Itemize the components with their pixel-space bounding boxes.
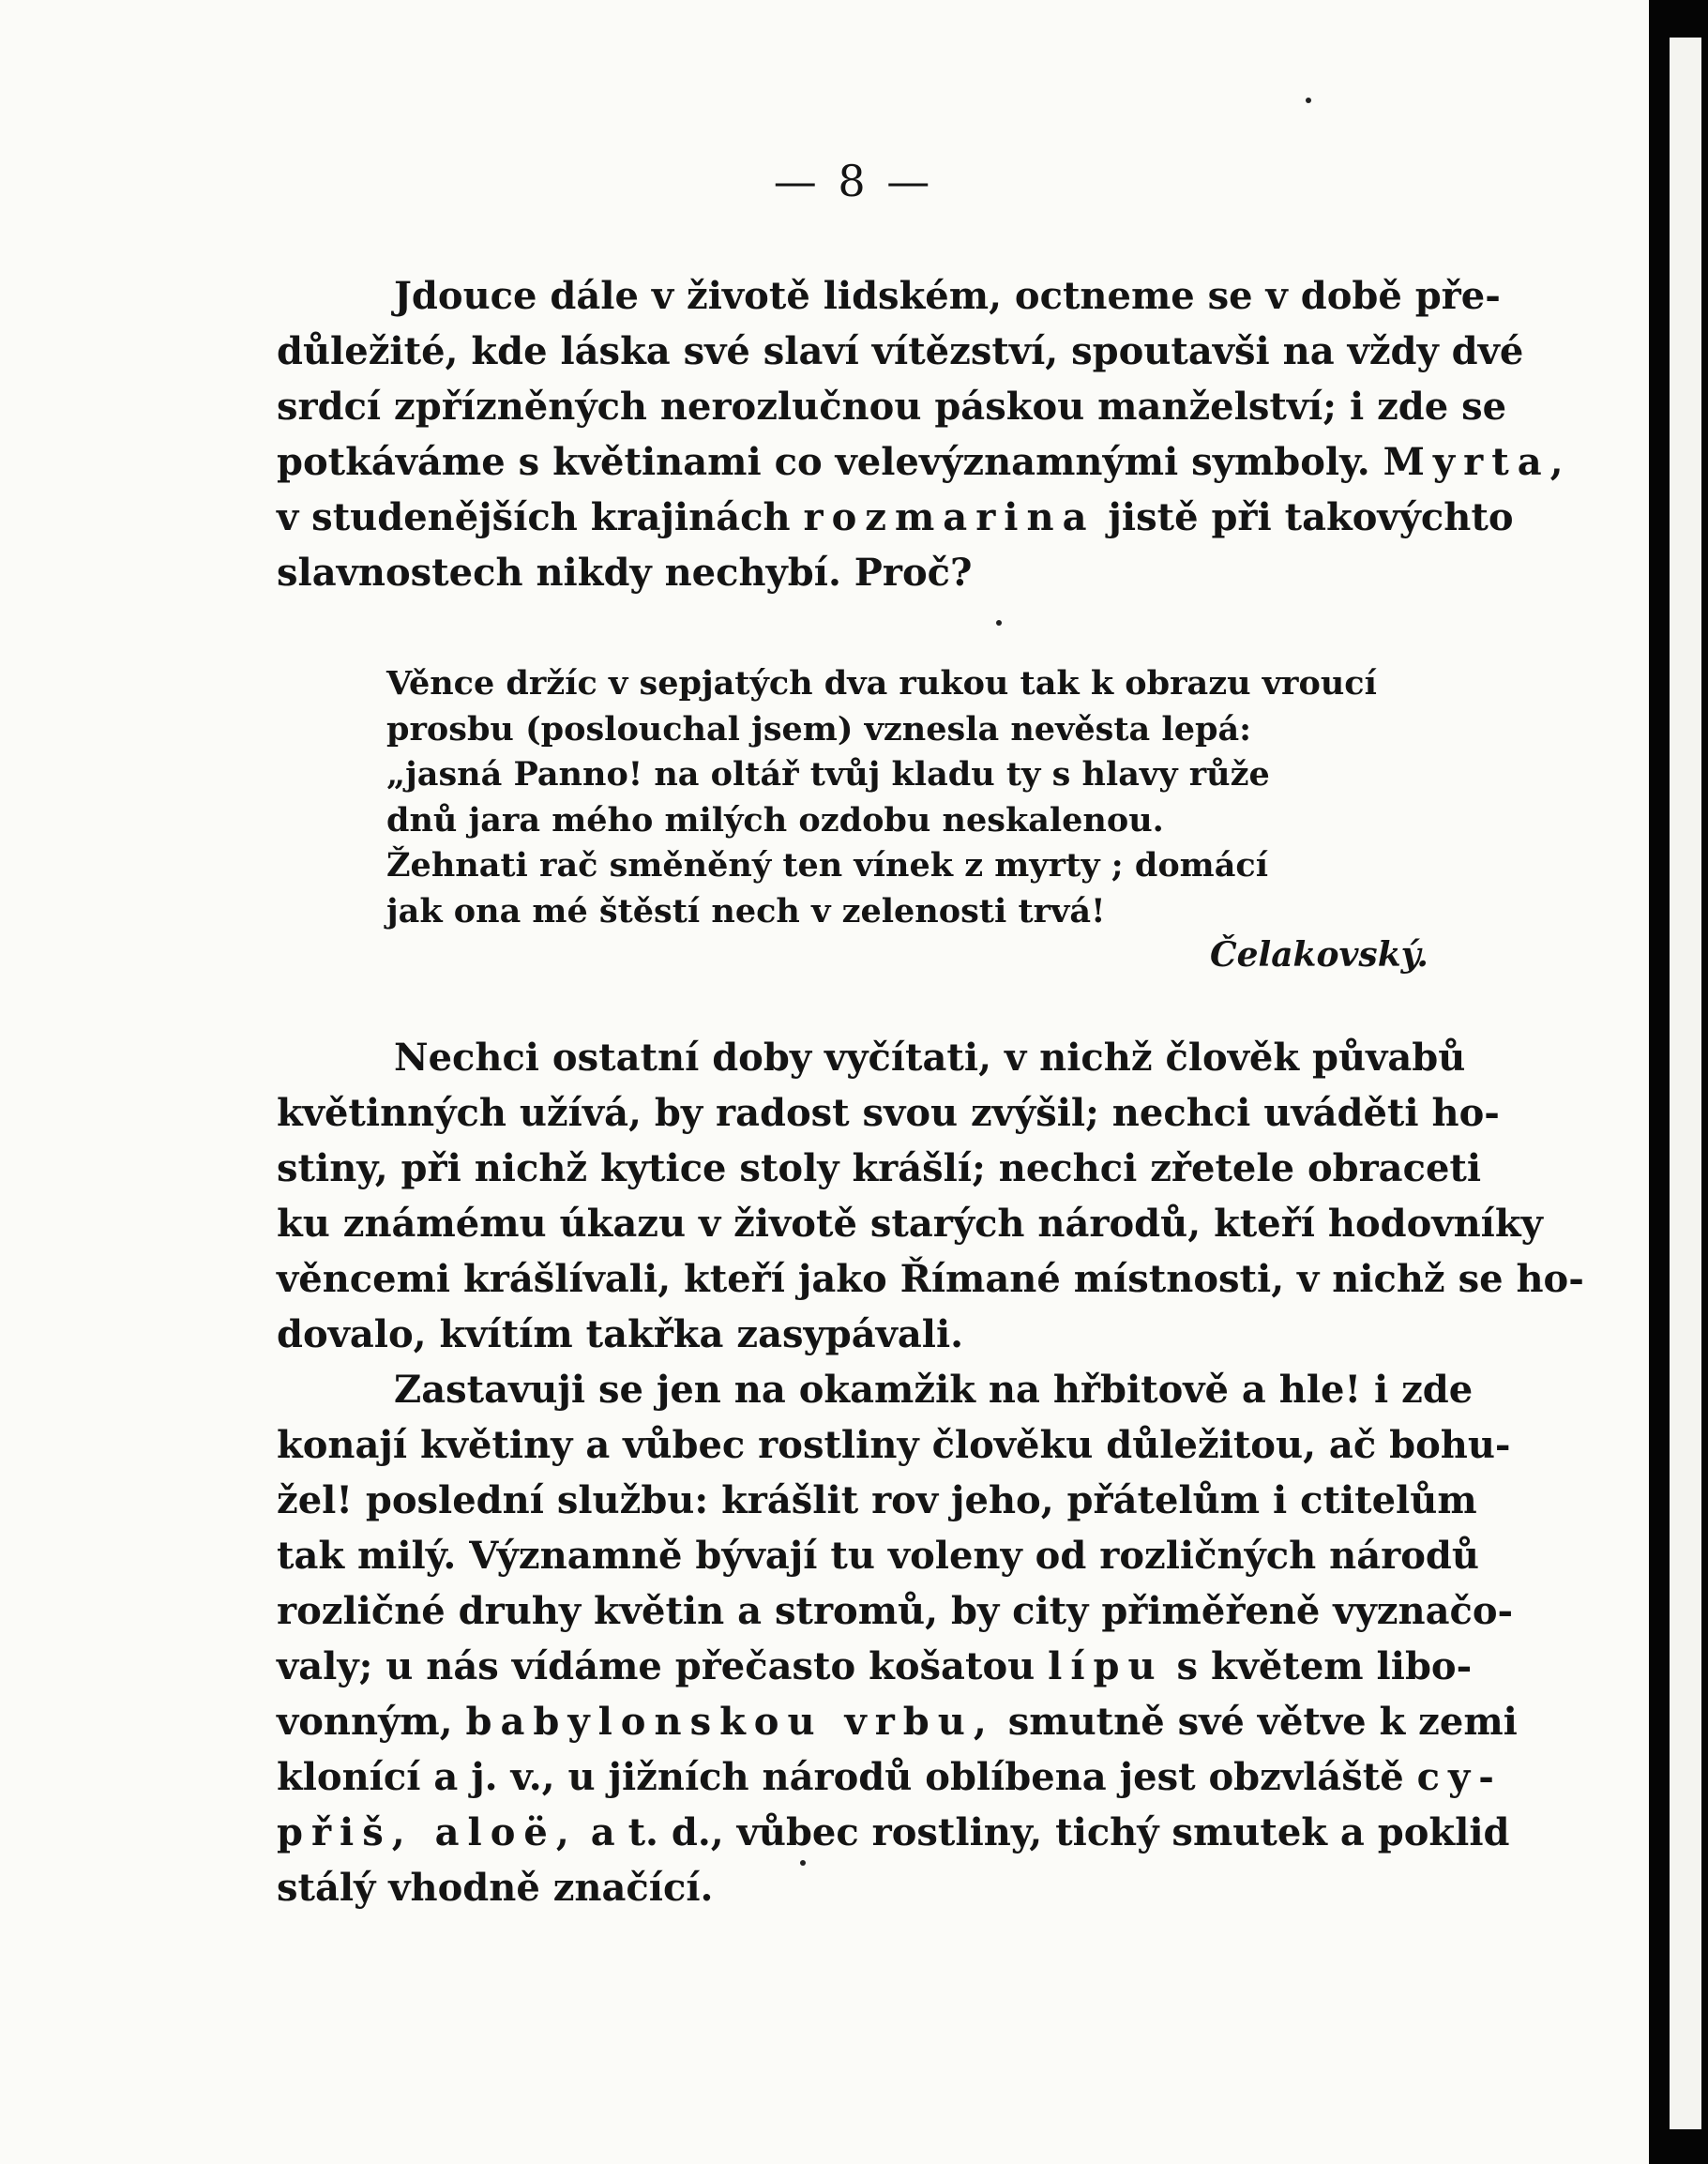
text-line xyxy=(277,1749,1503,1805)
text-line: Nechci ostatní doby vyčítati, v nichž člověk půvabů xyxy=(394,1036,1466,1080)
text-line: Jdouce dále v životě lidském, octneme se v době pře- xyxy=(394,274,1501,318)
text-line xyxy=(277,434,1572,490)
poem-author: Čelakovský. xyxy=(1210,935,1428,975)
text-line: rozličné druhy květin a stromů, by city přiměřeně vyznačo- xyxy=(277,1589,1514,1633)
text-segment: valy; u nás vídáme přečasto košatou xyxy=(277,1644,1035,1688)
text-line xyxy=(277,1694,1518,1749)
emphasis-vrba: babylonskou vrbu, xyxy=(465,1700,995,1744)
poem-line: dnů jara mého milých ozdobu neskalenou. xyxy=(386,800,1164,840)
text-segment: jistě při takovýchto xyxy=(1108,495,1514,539)
text-line: tak milý. Významně bývají tu voleny od rozličných národů xyxy=(277,1534,1479,1578)
next-page-edge xyxy=(1670,38,1701,2129)
paragraph-cemetery xyxy=(277,1362,1518,1915)
page-number: — 8 — xyxy=(773,156,934,206)
text-segment: potkáváme s květinami co velevýznamnými symboly. xyxy=(277,440,1370,484)
text-line xyxy=(277,490,1514,545)
emphasis-aloe: přiš, aloë, xyxy=(277,1810,578,1854)
poem-line: jak ona mé štěstí nech v zelenosti trvá! xyxy=(386,891,1106,931)
text-segment: v studenějších krajinách xyxy=(277,495,791,539)
emphasis-myrta: Myrta, xyxy=(1383,440,1572,484)
text-line: stiny, při nichž kytice stoly krášlí; nechci zřetele obraceti xyxy=(277,1146,1482,1190)
poem-line: Žehnati rač směněný ten vínek z myrty ; domácí xyxy=(386,846,1268,885)
text-line: stálý vhodně značící. xyxy=(277,1866,714,1910)
print-speck xyxy=(800,1860,806,1866)
emphasis-lipa: lípu xyxy=(1048,1644,1164,1688)
paragraph-wedding xyxy=(277,268,1572,600)
emphasis-cypris: cy- xyxy=(1416,1755,1503,1799)
text-line xyxy=(277,1639,1473,1694)
emphasis-rozmarina: rozmarina xyxy=(803,495,1096,539)
text-line: Zastavuji se jen na okamžik na hřbitově a hle! i zde xyxy=(394,1368,1474,1412)
paragraph-feasts xyxy=(277,1030,1584,1362)
text-line xyxy=(277,1805,1510,1860)
text-segment: a t. d., vůbec rostliny, tichý smutek a poklid xyxy=(590,1810,1510,1854)
text-segment: s květem libo- xyxy=(1176,1644,1473,1688)
text-line: slavnostech nikdy nechybí. Proč? xyxy=(277,551,973,595)
poem-quotation xyxy=(386,661,1418,934)
print-speck xyxy=(996,620,1002,626)
poem-line: „jasná Panno! na oltář tvůj kladu ty s hlavy růže xyxy=(386,755,1270,794)
text-line: květinných užívá, by radost svou zvýšil; nechci uváděti ho- xyxy=(277,1091,1500,1135)
text-line: žel! poslední službu: krášlit rov jeho, přátelům i ctitelům xyxy=(277,1478,1477,1522)
text-line: srdcí zpřízněných nerozlučnou páskou manželství; i zde se xyxy=(277,385,1507,429)
text-segment: smutně své větve k zemi xyxy=(1007,1700,1518,1744)
text-segment: klonící a j. v., u jižních národů oblíbena jest obzvláště xyxy=(277,1755,1404,1799)
text-line: důležité, kde láska své slaví vítězství, spoutavši na vždy dvé xyxy=(277,329,1524,373)
text-line: dovalo, kvítím takřka zasypávali. xyxy=(277,1312,964,1356)
poem-line: Věnce držíc v sepjatých dva rukou tak k obrazu vroucí xyxy=(386,664,1377,703)
text-line: ku známému úkazu v životě starých národů, kteří hodovníky xyxy=(277,1202,1543,1246)
poem-line: prosbu (poslouchal jsem) vznesla nevěsta lepá: xyxy=(386,709,1252,749)
print-speck xyxy=(1306,98,1311,103)
text-line: konají květiny a vůbec rostliny člověku důležitou, ač bohu- xyxy=(277,1423,1511,1467)
scan-border xyxy=(1649,0,1708,2164)
text-line: věncemi krášlívali, kteří jako Římané místnosti, v nichž se ho- xyxy=(277,1257,1584,1301)
text-segment: vonným, xyxy=(277,1700,453,1744)
